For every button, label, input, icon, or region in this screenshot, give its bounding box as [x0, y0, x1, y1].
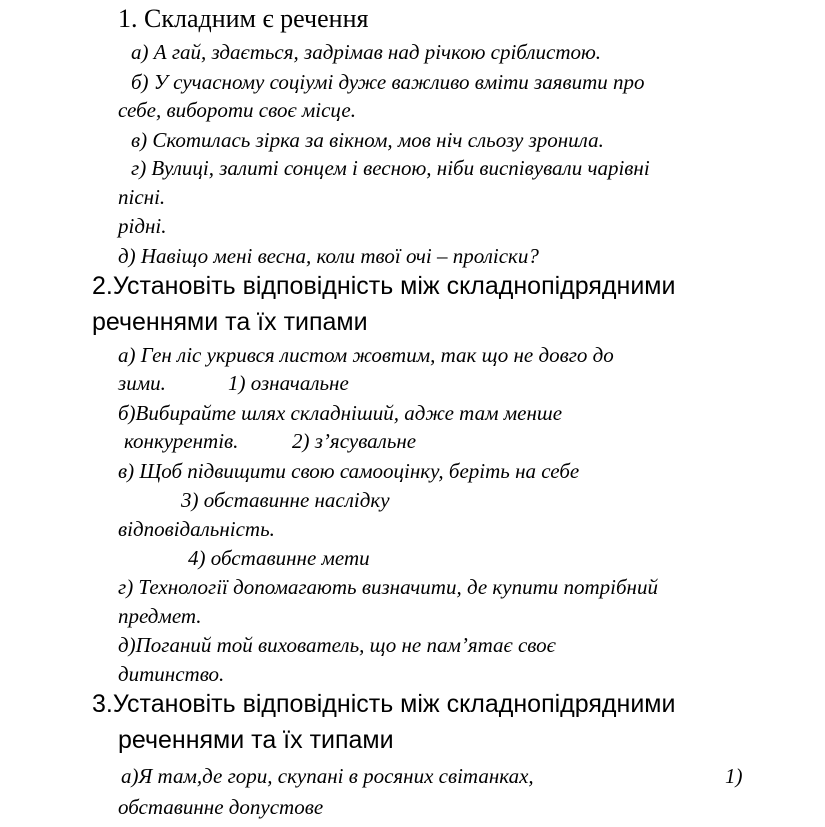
question-3-heading-line2: реченнями та їх типами: [118, 726, 394, 754]
q2-sentence-b-line2: конкурентів.: [124, 429, 239, 453]
q2-type-3: 3) обставинне наслідку: [181, 488, 390, 512]
q2-sentence-d-line2: дитинство.: [118, 662, 225, 686]
q1-option-g-line3: рідні.: [118, 214, 167, 238]
q1-option-b-line2: себе, вибороти своє місце.: [118, 98, 357, 122]
q2-type-1: 1) означальне: [228, 371, 349, 395]
q2-type-4: 4) обставинне мети: [188, 546, 370, 570]
q3-sentence-a-line2: обставинне допустове: [118, 795, 324, 819]
question-2-heading-line1: 2.Установіть відповідність між складнопідрядними: [92, 272, 676, 300]
question-2-heading-line2: реченнями та їх типами: [92, 308, 368, 336]
q2-sentence-g-line2: предмет.: [118, 604, 202, 628]
q1-option-v: в) Скотилась зірка за вікном, мов ніч сльозу зронила.: [131, 128, 604, 152]
question-3-heading-line1: 3.Установіть відповідність між складнопідрядними: [92, 690, 676, 718]
q1-option-d: д) Навіщо мені весна, коли твої очі – проліски?: [118, 244, 539, 268]
q2-sentence-a-line1: а) Ген ліс укрився листом жовтим, так що не довго до: [118, 343, 614, 367]
q2-sentence-a-line2: зими.: [118, 371, 166, 395]
q3-sentence-a-line1: а)Я там,де гори, скупані в росяних світанках,: [121, 764, 534, 788]
q1-option-b-line1: б) У сучасному соціумі дуже важливо вміти заявити про: [131, 70, 645, 94]
q2-sentence-b-line1: б)Вибирайте шлях складніший, адже там менше: [118, 401, 563, 425]
q1-option-a: а) А гай, здається, задрімав над річкою сріблистою.: [131, 40, 602, 64]
q2-type-2: 2) з’ясувальне: [292, 429, 417, 453]
question-1-heading: 1. Складним є речення: [118, 4, 369, 33]
q2-sentence-v-line2: відповідальність.: [118, 517, 275, 541]
q2-sentence-d-line1: д)Поганий той вихователь, що не пам’ятає своє: [118, 633, 556, 657]
q2-sentence-g-line1: г) Технології допомагають визначити, де купити потрібний: [118, 575, 658, 599]
q1-option-g-line2: пісні.: [118, 185, 166, 209]
q2-sentence-v-line1: в) Щоб підвищити свою самооцінку, беріть на себе: [118, 459, 580, 483]
q1-option-g-line1: г) Вулиці, залиті сонцем і весною, ніби виспівували чарівні: [131, 156, 650, 180]
q3-type-1: 1): [725, 764, 743, 788]
